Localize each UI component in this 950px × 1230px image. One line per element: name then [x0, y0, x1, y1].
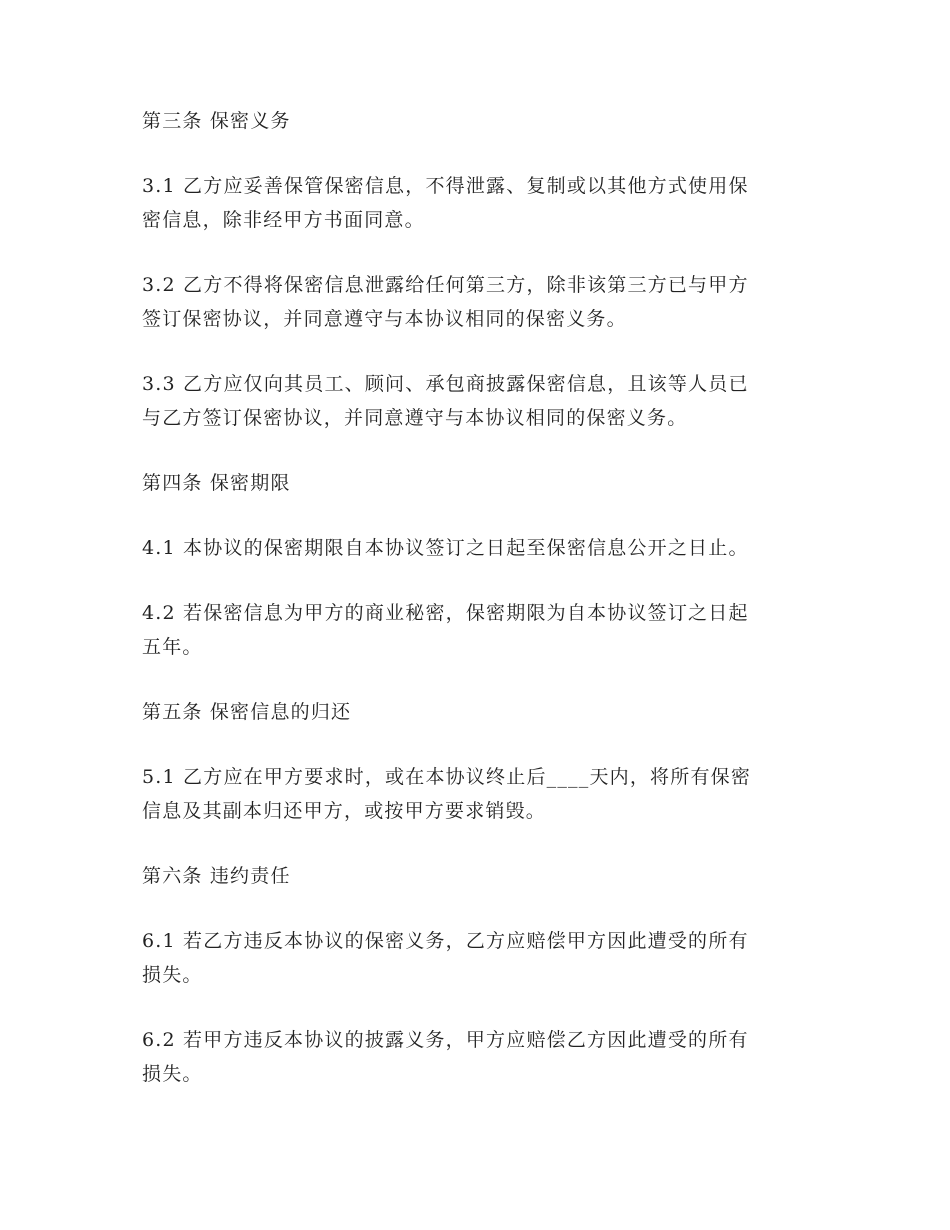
text-line: 损失。 [142, 964, 203, 986]
text-line: 第四条 保密期限 [142, 472, 291, 494]
text-line: 信息及其副本归还甲方，或按甲方要求销毁。 [142, 800, 547, 822]
text-line: 3.2 乙方不得将保密信息泄露给任何第三方，除非该第三方已与甲方 [142, 274, 749, 296]
article-4-heading [142, 466, 802, 500]
text-line: 签订保密协议，并同意遵守与本协议相同的保密义务。 [142, 308, 627, 330]
text-line: 第六条 违约责任 [142, 865, 291, 887]
text-line: 5.1 乙方应在甲方要求时，或在本协议终止后____天内，将所有保密 [142, 766, 752, 788]
document-body [142, 104, 802, 1122]
clause-6-2 [142, 1023, 802, 1091]
text-line: 第三条 保密义务 [142, 110, 291, 132]
text-line: 4.1 本协议的保密期限自本协议签订之日起至保密信息公开之日止。 [142, 537, 749, 559]
text-line: 密信息，除非经甲方书面同意。 [142, 209, 425, 231]
article-6-heading [142, 859, 802, 893]
article-3-heading [142, 104, 802, 138]
text-line: 第五条 保密信息的归还 [142, 701, 352, 723]
clause-3-1 [142, 169, 802, 237]
text-line: 6.1 若乙方违反本协议的保密义务，乙方应赔偿甲方因此遭受的所有 [142, 930, 749, 952]
text-line: 6.2 若甲方违反本协议的披露义务，甲方应赔偿乙方因此遭受的所有 [142, 1029, 749, 1051]
clause-5-1 [142, 760, 802, 828]
clause-3-2 [142, 268, 802, 336]
clause-4-2 [142, 596, 802, 664]
clause-3-3 [142, 367, 802, 435]
text-line: 五年。 [142, 636, 203, 658]
clause-6-1 [142, 924, 802, 992]
clause-4-1 [142, 531, 802, 565]
text-line: 与乙方签订保密协议，并同意遵守与本协议相同的保密义务。 [142, 407, 688, 429]
text-line: 损失。 [142, 1063, 203, 1085]
text-line: 3.1 乙方应妥善保管保密信息，不得泄露、复制或以其他方式使用保 [142, 175, 749, 197]
article-5-heading [142, 695, 802, 729]
text-line: 4.2 若保密信息为甲方的商业秘密，保密期限为自本协议签订之日起 [142, 602, 749, 624]
text-line: 3.3 乙方应仅向其员工、顾问、承包商披露保密信息，且该等人员已 [142, 373, 749, 395]
